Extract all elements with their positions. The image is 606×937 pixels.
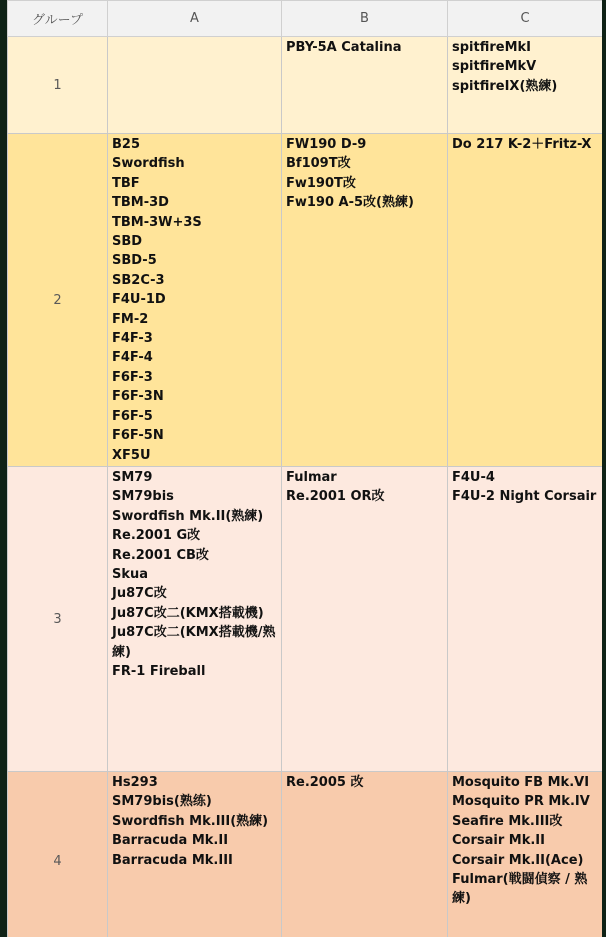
aircraft-entry: B25 [112,137,140,152]
aircraft-entry: Ju87C改二(KMX搭載機) [112,605,264,621]
aircraft-entry: F6F-5 [112,408,153,424]
aircraft-entry: Mosquito FB Mk.VI [452,775,590,790]
aircraft-entry: Re.2001 CB改 [112,547,209,563]
header-row [8,1,603,37]
aircraft-entry: Re.2005 改 [286,775,364,790]
aircraft-entry: SM79bis(熟练) [112,794,212,810]
aircraft-entry: Fw190 A-5改(熟練) [286,195,414,211]
aircraft-entry: TBM-3W+3S [112,214,202,230]
aircraft-entry: SM79 [112,470,153,485]
right-window-edge [602,0,606,937]
aircraft-entry: Barracuda Mk.II [112,833,229,849]
column-header-b[interactable]: B [282,1,448,37]
aircraft-entry: Swordfish [112,156,185,172]
column-header-c[interactable]: C [448,1,603,37]
cell-c[interactable] [448,134,603,467]
cell-b[interactable] [282,134,448,467]
aircraft-entry: XF5U [112,447,151,463]
aircraft-entry: Do 217 K-2＋Fritz-X [452,137,592,152]
aircraft-entry: Ju87C改 [112,586,167,602]
table-row [8,467,603,772]
column-header-group[interactable]: グループ [8,1,108,37]
cell-b[interactable] [282,37,448,134]
aircraft-entry: Swordfish Mk.III(熟練) [112,813,269,829]
cell-a[interactable] [108,772,282,937]
group-number[interactable]: 2 [8,134,108,467]
aircraft-entry: Fulmar [286,470,337,485]
aircraft-entry: F6F-5N [112,428,164,444]
aircraft-entry: Bf109T改 [286,156,351,172]
cell-a[interactable] [108,467,282,772]
aircraft-entry: Skua [112,567,149,583]
aircraft-entry: Barracuda Mk.III [112,852,233,868]
group-number[interactable]: 1 [8,37,108,134]
aircraft-entry: Hs293 [112,775,158,790]
table-row [8,37,603,134]
aircraft-entry: F6F-3N [112,389,164,405]
table-row [8,772,603,937]
aircraft-entry: F4U-4 [452,470,495,485]
aircraft-entry: SM79bis [112,489,174,505]
aircraft-entry: F4F-4 [112,350,153,366]
aircraft-entry: Corsair Mk.II [452,833,545,849]
aircraft-entry: SBD [112,234,143,250]
aircraft-entry: Corsair Mk.II(Ace) [452,852,584,868]
aircraft-entry: Mosquito PR Mk.IV [452,794,590,810]
aircraft-entry: spitfireMkI [452,40,531,55]
aircraft-entry: FW190 D-9 [286,137,367,152]
aircraft-entry: Re.2001 OR改 [286,489,385,505]
group-table [7,0,602,937]
aircraft-entry: SB2C-3 [112,272,165,288]
aircraft-entry: Seafire Mk.III改 [452,813,563,829]
table-row [8,134,603,467]
aircraft-entry: F6F-3 [112,369,153,385]
aircraft-entry: Fulmar(戦闘偵察 / 熟練) [452,872,588,907]
aircraft-entry: FR-1 Fireball [112,664,206,680]
left-window-edge [0,0,7,937]
column-header-a[interactable]: A [108,1,282,37]
aircraft-entry: Fw190T改 [286,175,356,191]
cell-c[interactable] [448,37,603,134]
cell-c[interactable] [448,772,603,937]
aircraft-entry: F4U-2 Night Corsair [452,489,597,505]
aircraft-entry: F4F-3 [112,331,153,347]
group-number[interactable]: 3 [8,467,108,772]
aircraft-entry: TBF [112,175,140,191]
group-number[interactable]: 4 [8,772,108,937]
cell-b[interactable] [282,772,448,937]
aircraft-entry: F4U-1D [112,292,166,308]
aircraft-entry: spitfireIX(熟練) [452,78,558,94]
aircraft-entry: PBY-5A Catalina [286,40,402,55]
cell-c[interactable] [448,467,603,772]
spreadsheet [7,0,602,937]
aircraft-entry: spitfireMkV [452,59,537,75]
aircraft-entry: SBD-5 [112,253,157,269]
aircraft-entry: Swordfish Mk.II(熟練) [112,508,264,524]
cell-a[interactable] [108,37,282,134]
aircraft-entry: FM-2 [112,311,149,327]
aircraft-entry: Ju87C改二(KMX搭載機/熟練) [112,625,276,660]
aircraft-entry: TBM-3D [112,195,169,211]
cell-b[interactable] [282,467,448,772]
aircraft-entry: Re.2001 G改 [112,528,201,544]
cell-a[interactable] [108,134,282,467]
